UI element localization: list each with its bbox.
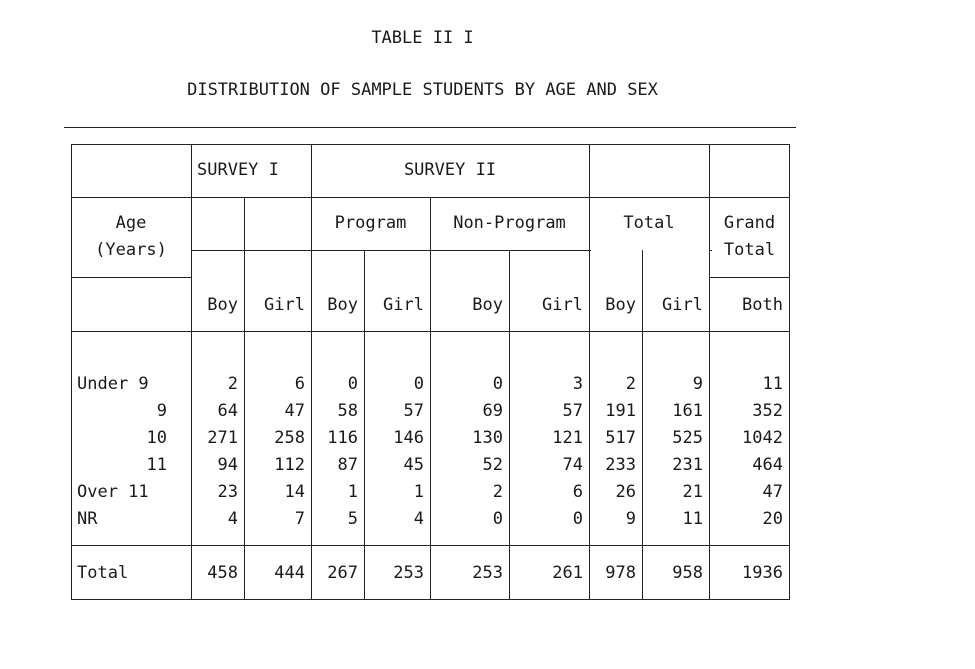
total-cell: 444 xyxy=(274,563,305,583)
hline-grand xyxy=(710,277,790,278)
hline-header-2a xyxy=(191,250,591,251)
table-cell: 233 xyxy=(605,455,636,475)
total-cell: 253 xyxy=(393,563,424,583)
table-cell: 7 xyxy=(294,509,305,529)
header-grand-line2: Total xyxy=(723,240,776,260)
row-age-label: NR xyxy=(77,509,98,529)
table-cell: 130 xyxy=(472,428,503,448)
table-cell: 191 xyxy=(605,401,636,421)
column-header: Boy xyxy=(472,295,503,315)
table-cell: 6 xyxy=(294,374,305,394)
table-cell: 20 xyxy=(762,509,783,529)
total-cell: 978 xyxy=(605,563,636,583)
table-cell: 57 xyxy=(403,401,424,421)
data-table xyxy=(71,144,790,600)
table-cell: 146 xyxy=(393,428,424,448)
header-survey-1: SURVEY I xyxy=(197,160,279,180)
table-cell: 1 xyxy=(413,482,424,502)
header-age-line2: (Years) xyxy=(95,240,167,260)
table-cell: 5 xyxy=(347,509,358,529)
table-cell: 161 xyxy=(672,401,703,421)
header-total: Total xyxy=(623,213,675,233)
row-age-label: Under 9 xyxy=(77,374,149,394)
column-header: Boy xyxy=(605,295,636,315)
table-cell: 2 xyxy=(227,374,238,394)
column-header: Girl xyxy=(662,295,703,315)
row-age-label: Over 11 xyxy=(77,482,149,502)
table-cell: 9 xyxy=(625,509,636,529)
column-header: Boy xyxy=(207,295,238,315)
total-cell: 458 xyxy=(207,563,238,583)
table-cell: 52 xyxy=(482,455,503,475)
total-cell: 1936 xyxy=(742,563,783,583)
table-cell: 57 xyxy=(562,401,583,421)
table-cell: 0 xyxy=(492,374,503,394)
header-program: Program xyxy=(334,213,407,233)
table-cell: 2 xyxy=(492,482,503,502)
table-cell: 116 xyxy=(327,428,358,448)
row-age-label: 9 xyxy=(156,401,167,421)
table-cell: 112 xyxy=(274,455,305,475)
table-cell: 45 xyxy=(403,455,424,475)
table-cell: 1 xyxy=(347,482,358,502)
column-header: Girl xyxy=(383,295,424,315)
row-age-label: 11 xyxy=(146,455,167,475)
table-cell: 23 xyxy=(217,482,238,502)
table-cell: 14 xyxy=(284,482,305,502)
column-header: Girl xyxy=(264,295,305,315)
table-cell: 464 xyxy=(752,455,783,475)
table-cell: 64 xyxy=(217,401,238,421)
table-cell: 3 xyxy=(572,374,583,394)
column-header: Boy xyxy=(327,295,358,315)
table-cell: 258 xyxy=(274,428,305,448)
vline-2 xyxy=(244,197,245,600)
table-cell: 121 xyxy=(552,428,583,448)
table-title: TABLE II I xyxy=(371,28,474,48)
table-cell: 231 xyxy=(672,455,703,475)
hline-age xyxy=(71,277,191,278)
table-cell: 517 xyxy=(605,428,636,448)
table-cell: 6 xyxy=(572,482,583,502)
table-cell: 69 xyxy=(482,401,503,421)
table-cell: 74 xyxy=(562,455,583,475)
table-cell: 0 xyxy=(492,509,503,529)
table-cell: 0 xyxy=(347,374,358,394)
table-cell: 26 xyxy=(615,482,636,502)
table-cell: 0 xyxy=(413,374,424,394)
table-cell: 87 xyxy=(337,455,358,475)
row-age-label: 10 xyxy=(146,428,167,448)
table-cell: 0 xyxy=(572,509,583,529)
table-cell: 1042 xyxy=(742,428,783,448)
border-top xyxy=(71,144,790,145)
table-cell: 4 xyxy=(413,509,424,529)
table-cell: 47 xyxy=(284,401,305,421)
total-cell: 958 xyxy=(672,563,703,583)
table-cell: 2 xyxy=(625,374,636,394)
table-cell: 47 xyxy=(762,482,783,502)
table-cell: 4 xyxy=(227,509,238,529)
total-cell: 267 xyxy=(327,563,358,583)
total-row-label: Total xyxy=(77,563,129,583)
table-cell: 11 xyxy=(682,509,703,529)
table-cell: 352 xyxy=(752,401,783,421)
table-cell: 94 xyxy=(217,455,238,475)
column-header: Girl xyxy=(542,295,583,315)
column-header: Both xyxy=(742,295,783,315)
table-cell: 271 xyxy=(207,428,238,448)
top-rule xyxy=(64,127,796,128)
total-cell: 261 xyxy=(552,563,583,583)
vline-5 xyxy=(430,197,431,600)
table-subtitle: DISTRIBUTION OF SAMPLE STUDENTS BY AGE AND SEX xyxy=(187,80,658,100)
table-cell: 58 xyxy=(337,401,358,421)
header-age-line1: Age xyxy=(115,213,147,233)
header-survey-2: SURVEY II xyxy=(403,160,497,180)
table-cell: 11 xyxy=(762,374,783,394)
header-nonprogram: Non-Program xyxy=(453,213,566,233)
vline-1 xyxy=(191,144,192,600)
total-cell: 253 xyxy=(472,563,503,583)
table-cell: 525 xyxy=(672,428,703,448)
header-grand-line1: Grand xyxy=(723,213,776,233)
table-cell: 9 xyxy=(692,374,703,394)
table-cell: 21 xyxy=(682,482,703,502)
